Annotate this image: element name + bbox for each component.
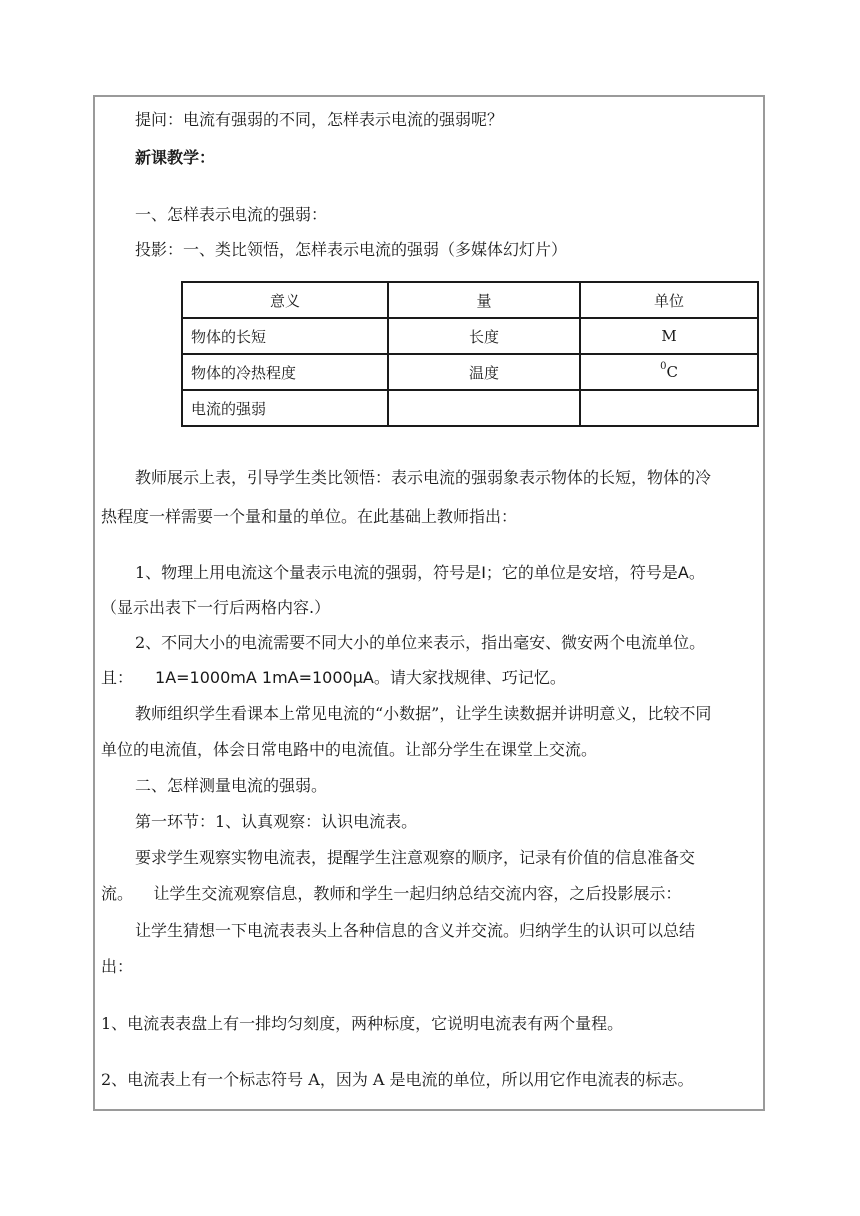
table-row bbox=[182, 390, 758, 426]
table-cell: M bbox=[580, 318, 758, 354]
unit-symbol: A bbox=[677, 563, 689, 582]
point-one-text: ；它的单位是安培，符号是 bbox=[485, 563, 678, 582]
paragraph-line: 教师展示上表，引导学生类比领悟：表示电流的强弱象表示物体的长短，物体的冷 bbox=[135, 468, 712, 487]
projection-line: 投影：一、类比领悟，怎样表示电流的强弱（多媒体幻灯片） bbox=[135, 240, 568, 259]
heading-how-to-measure: 二、怎样测量电流的强弱。 bbox=[135, 776, 328, 795]
point-one-line bbox=[135, 563, 705, 583]
table-row bbox=[182, 318, 758, 354]
paragraph-line: 要求学生观察实物电流表，提醒学生注意观察的顺序，记录有价值的信息准备交 bbox=[135, 848, 696, 867]
section-title-new-lesson: 新课教学： bbox=[135, 148, 216, 167]
table-cell: 温度 bbox=[388, 354, 580, 390]
point-one-text: 1、物理上用电流这个量表示电流的强弱，符号是 bbox=[135, 563, 482, 582]
table-cell: 物体的长短 bbox=[182, 318, 388, 354]
paragraph-line: 出： bbox=[101, 957, 134, 976]
conclusion-one: 1、电流表表盘上有一排均匀刻度，两种标度，它说明电流表有两个量程。 bbox=[101, 1014, 624, 1033]
paragraph-line: 单位的电流值，体会日常电路中的电流值。让部分学生在课堂上交流。 bbox=[101, 740, 598, 759]
point-two-line: 2、不同大小的电流需要不同大小的单位来表示，指出毫安、微安两个电流单位。 bbox=[135, 633, 706, 652]
formula-suffix: 。请大家找规律、巧记忆。 bbox=[373, 668, 566, 687]
table-cell: 物体的冷热程度 bbox=[182, 354, 388, 390]
table-cell bbox=[580, 390, 758, 426]
conclusion-two: 2、电流表上有一个标志符号 A，因为 A 是电流的单位，所以用它作电流表的标志。 bbox=[101, 1070, 694, 1089]
table-header-row bbox=[182, 282, 758, 318]
formula-line bbox=[101, 668, 566, 688]
current-symbol: I bbox=[481, 563, 486, 582]
analogy-table bbox=[181, 281, 759, 427]
table-cell: 长度 bbox=[388, 318, 580, 354]
table-header-cell: 意义 bbox=[182, 282, 388, 318]
formula-prefix: 且： bbox=[101, 668, 134, 687]
heading-how-to-express: 一、怎样表示电流的强弱： bbox=[135, 205, 328, 224]
table-cell-degree bbox=[580, 354, 758, 390]
point-one-end: 。 bbox=[688, 563, 705, 582]
paragraph-line: 让学生猜想一下电流表表头上各种信息的含义并交流。归纳学生的认识可以总结 bbox=[135, 921, 696, 940]
step-one-line: 第一环节：1、认真观察：认识电流表。 bbox=[135, 812, 418, 831]
table-row bbox=[182, 354, 758, 390]
table-header-cell: 量 bbox=[388, 282, 580, 318]
paragraph-line: 教师组织学生看课本上常见电流的“小数据”，让学生读数据并讲明意义，比较不同 bbox=[135, 704, 712, 723]
table-cell: 电流的强弱 bbox=[182, 390, 388, 426]
unit-formula: 1A=1000mA 1mA=1000μA bbox=[155, 668, 374, 687]
table-cell bbox=[388, 390, 580, 426]
degree-unit: C bbox=[666, 363, 678, 381]
question-line: 提问：电流有强弱的不同，怎样表示电流的强弱呢？ bbox=[135, 110, 504, 129]
paragraph-line: 热程度一样需要一个量和量的单位。在此基础上教师指出： bbox=[101, 507, 518, 526]
degree-superscript: 0 bbox=[660, 361, 667, 372]
paragraph-line: 流。 让学生交流观察信息，教师和学生一起归纳总结交流内容，之后投影展示： bbox=[101, 884, 682, 903]
table-header-cell: 单位 bbox=[580, 282, 758, 318]
paragraph-line: （显示出表下一行后两格内容.） bbox=[101, 598, 331, 617]
